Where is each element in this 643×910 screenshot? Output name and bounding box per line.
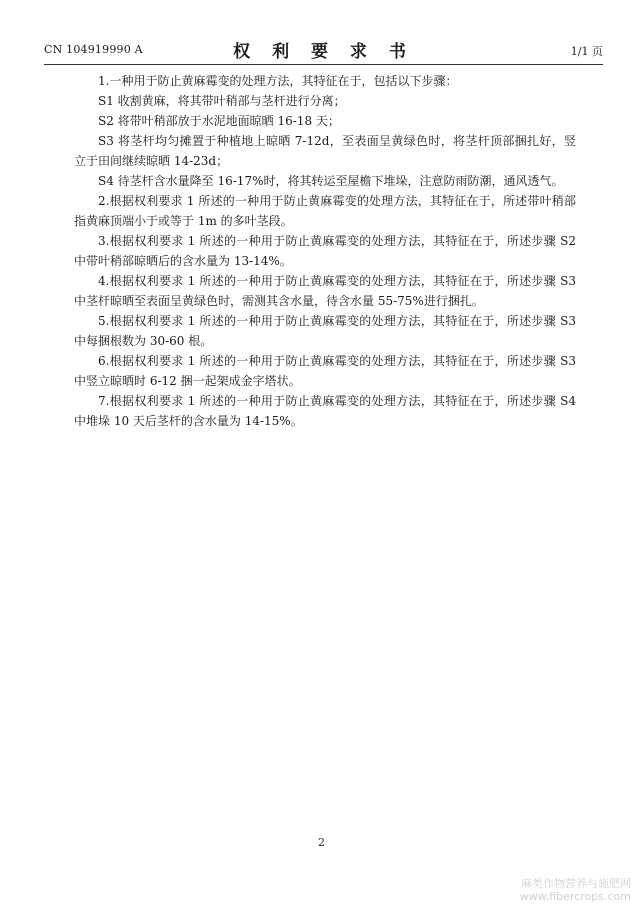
page-number: 2 xyxy=(318,836,325,849)
document-header xyxy=(44,37,603,61)
claim-1-step-s4: S4 待茎杆含水量降至 16-17%时，将其转运至屋檐下堆垛，注意防雨防潮，通风透气。 xyxy=(98,174,564,188)
page-title: 权 利 要 求 书 xyxy=(233,42,414,62)
claim-6: 6.根据权利要求 1 所述的一种用于防止黄麻霉变的处理方法，其特征在于，所述步骤 S3 中竖立晾晒时 6-12 捆一起架成金字塔状。 xyxy=(74,354,576,388)
claim-3: 3.根据权利要求 1 所述的一种用于防止黄麻霉变的处理方法，其特征在于，所述步骤 S2 中带叶稍部晾晒后的含水量为 13-14%。 xyxy=(74,234,576,268)
watermark-site-name: 麻类作物营养与施肥网 xyxy=(521,877,631,890)
publication-number: CN 104919990 A xyxy=(44,43,143,56)
page-indicator: 1/1 页 xyxy=(570,45,603,58)
header-divider xyxy=(44,64,603,65)
watermark-url: www.fibercrops.com xyxy=(519,890,631,903)
claim-4: 4.根据权利要求 1 所述的一种用于防止黄麻霉变的处理方法，其特征在于，所述步骤 S3 中茎杆晾晒至表面呈黄绿色时，需测其含水量，待含水量 55-75%进行捆扎。 xyxy=(74,274,576,308)
claim-1-intro: 1.一种用于防止黄麻霉变的处理方法，其特征在于，包括以下步骤： xyxy=(98,74,458,88)
claim-1-step-s2: S2 将带叶稍部放于水泥地面晾晒 16-18 天； xyxy=(98,114,340,128)
claim-1-step-s1: S1 收割黄麻，将其带叶稍部与茎杆进行分离； xyxy=(98,94,346,108)
claim-5: 5.根据权利要求 1 所述的一种用于防止黄麻霉变的处理方法，其特征在于，所述步骤 S3 中每捆根数为 30-60 根。 xyxy=(74,314,576,348)
watermark xyxy=(520,877,631,903)
claim-2: 2.根据权利要求 1 所述的一种用于防止黄麻霉变的处理方法，其特征在于，所述带叶稍部指黄麻顶端小于或等于 1m 的多叶茎段。 xyxy=(74,194,576,228)
claim-1-step-s3: S3 将茎杆均匀摊置于种植地上晾晒 7-12d，至表面呈黄绿色时，将茎杆顶部捆扎好，竖立于田间继续晾晒 14-23d； xyxy=(74,134,576,168)
claim-7: 7.根据权利要求 1 所述的一种用于防止黄麻霉变的处理方法，其特征在于，所述步骤 S4 中堆垛 10 天后茎杆的含水量为 14-15%。 xyxy=(74,394,576,428)
claims-body xyxy=(74,71,576,431)
